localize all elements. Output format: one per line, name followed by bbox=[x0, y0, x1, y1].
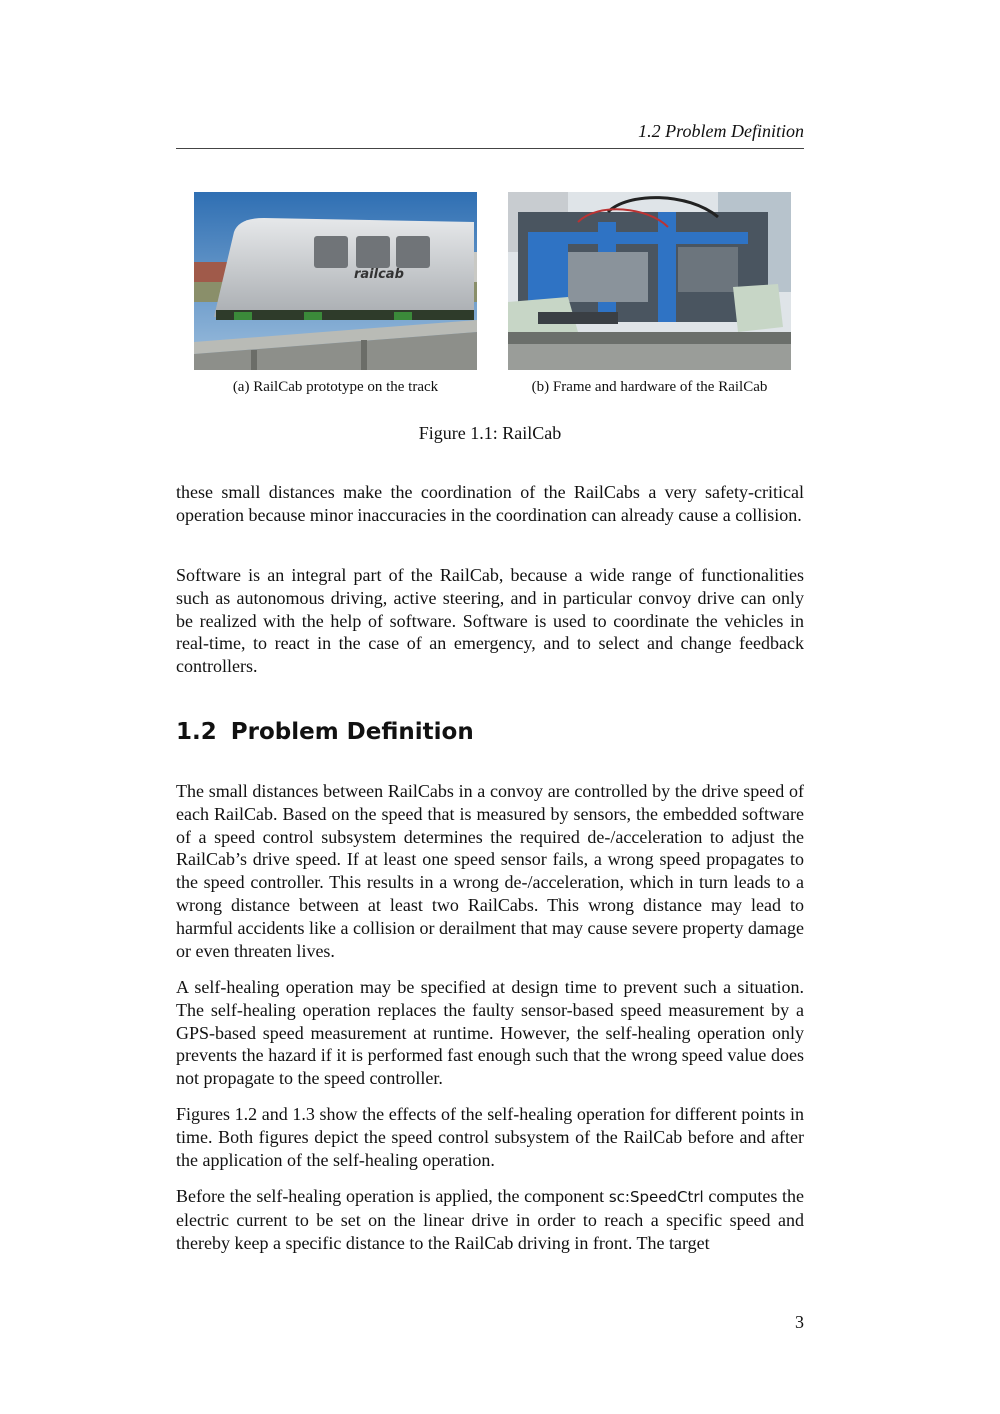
paragraph-2: Software is an integral part of the RailCab, because a wide range of functionalities such as autonomous driving, active steering, and in particular convoy drive can only be realized with the help of software. Software is used to coordinate the vehicles in real-time, to react in the case of an emergency, and to select and change feedback controllers. bbox=[176, 565, 804, 677]
section-paragraph-3: Figures 1.2 and 1.3 show the effects of the self-healing operation for different points in time. Both figures depict the speed control subsystem of the RailCab before and after the application of the self-healing operation. bbox=[176, 1104, 804, 1170]
section-paragraph-2: A self-healing operation may be specified at design time to prevent such a situation. The self-healing operation replaces the faulty sensor-based speed measurement by a GPS-based speed measurement at runtime. However, the self-healing operation only prevents the hazard if it is performed fast enough such that the wrong speed value does not propagate to the speed controller. bbox=[176, 977, 804, 1089]
railcab-prototype-photo bbox=[194, 192, 477, 370]
figure-caption: Figure 1.1: RailCab bbox=[418, 423, 562, 443]
section-heading bbox=[176, 719, 474, 745]
section-title: Problem Definition bbox=[230, 719, 474, 745]
page-number: 3 bbox=[795, 1312, 804, 1332]
paragraph-1: these small distances make the coordination of the RailCabs a very safety-critical operation because minor inaccuracies in the coordination can already cause a collision. bbox=[176, 482, 804, 525]
paragraph-4-text-before: Before the self-healing operation is applied, the component bbox=[176, 1186, 609, 1206]
section-paragraph-4 bbox=[176, 1185, 804, 1254]
section-number: 1.2 bbox=[176, 719, 217, 745]
paragraph-4-text-after: computes the electric current to be set on the linear drive in order to reach a specific speed and thereby keep a specific distance to the RailCab driving in front. The target bbox=[176, 1186, 804, 1253]
railcab-logo: railcab bbox=[354, 267, 404, 282]
subfigure-a-caption: (a) RailCab prototype on the track bbox=[232, 379, 439, 395]
railcab-hardware-photo bbox=[508, 192, 791, 370]
component-code-name: sc:SpeedCtrl bbox=[608, 1188, 704, 1206]
section-paragraph-1: The small distances between RailCabs in a convoy are controlled by the drive speed of each RailCab. Based on the speed that is measured by sensors, the embedded software of a speed control subsystem determines the required de-/acceleration to adjust the RailCab’s drive speed. If at least one speed sensor fails, a wrong speed propagates to the speed controller. This results in a wrong de-/acceleration, which in turn leads to a wrong distance between at least two RailCabs. This wrong distance may lead to harmful accidents like a collision or derailment that may cause severe property damage or even threaten lives. bbox=[176, 781, 804, 961]
subfigure-b-caption: (b) Frame and hardware of the RailCab bbox=[531, 379, 768, 395]
running-header bbox=[176, 121, 804, 149]
railcab-prototype-illustration bbox=[194, 192, 477, 370]
running-header-title: 1.2 Problem Definition bbox=[638, 121, 804, 141]
railcab-hardware-illustration bbox=[508, 192, 791, 370]
